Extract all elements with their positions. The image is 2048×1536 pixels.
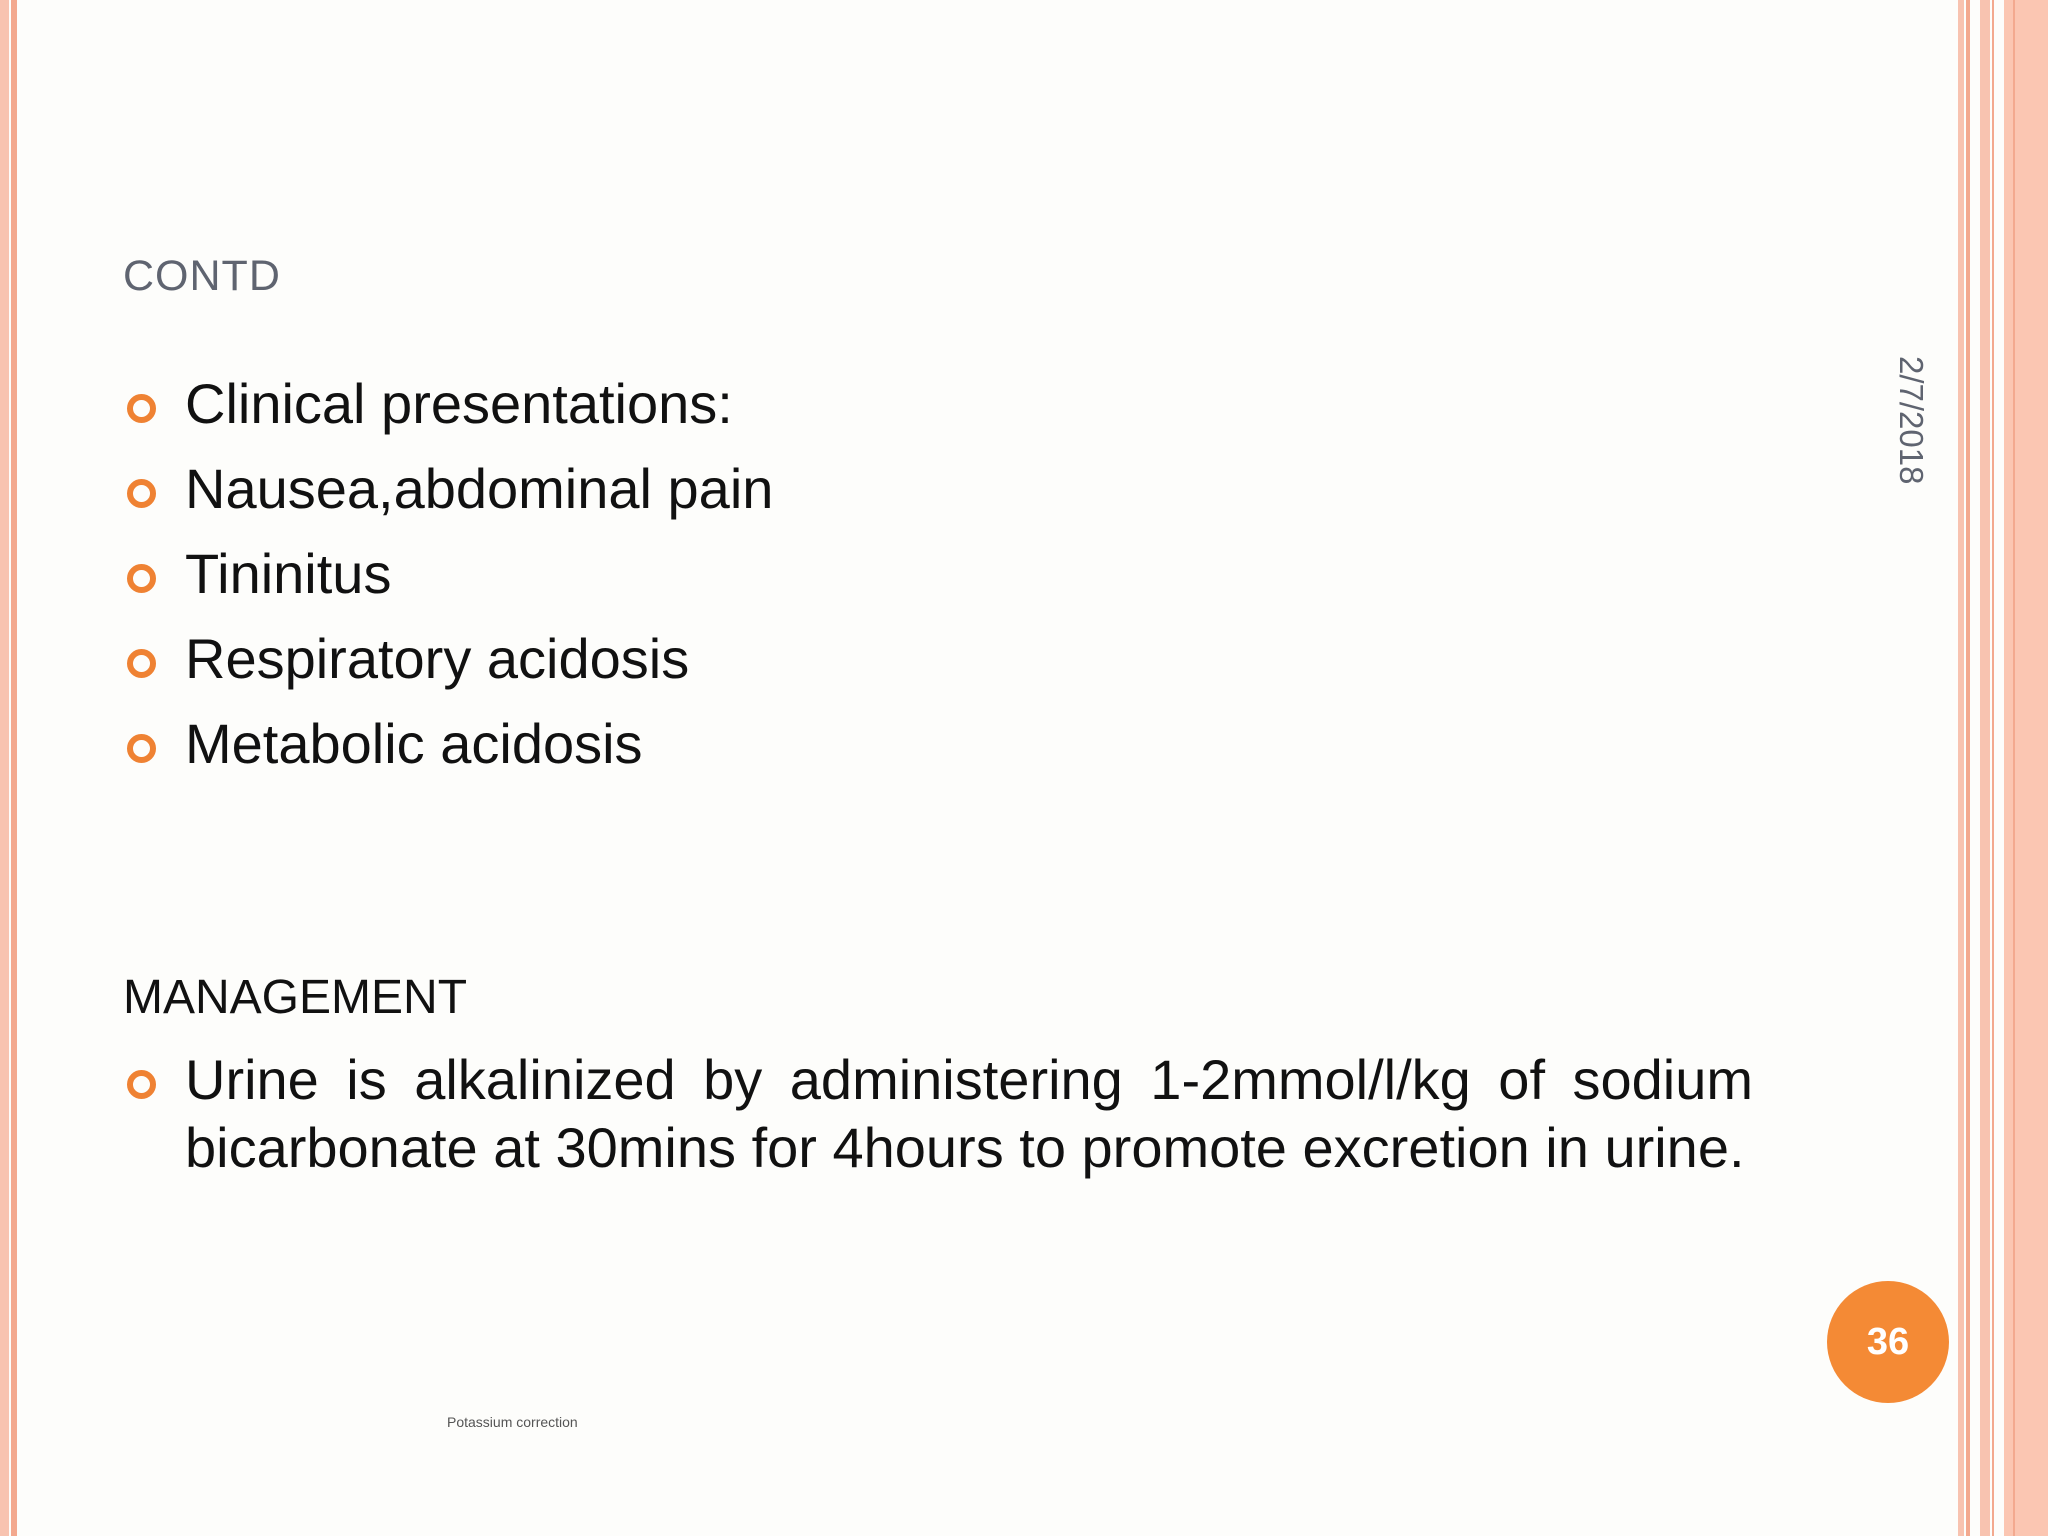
list-item-text: Clinical presentations: bbox=[185, 372, 733, 435]
left-border-stripe bbox=[0, 0, 9, 1536]
right-border-stripe bbox=[1992, 0, 1994, 1536]
bullet-icon bbox=[127, 649, 156, 678]
clinical-presentations-list bbox=[123, 370, 1753, 795]
list-item-text: Tininitus bbox=[185, 542, 392, 605]
bullet-icon bbox=[127, 394, 156, 423]
management-list bbox=[123, 1046, 1753, 1182]
footer-text: Potassium correction bbox=[447, 1414, 578, 1430]
list-item bbox=[123, 625, 1753, 710]
right-border-stripe bbox=[1980, 0, 1990, 1536]
list-item-text: Nausea,abdominal pain bbox=[185, 457, 774, 520]
bullet-icon bbox=[127, 479, 156, 508]
list-item-text: Respiratory acidosis bbox=[185, 627, 690, 690]
left-border-stripe bbox=[11, 0, 17, 1536]
right-border-stripe bbox=[1958, 0, 1964, 1536]
bullet-icon bbox=[127, 734, 156, 763]
list-item-text: Metabolic acidosis bbox=[185, 712, 643, 775]
list-item bbox=[123, 710, 1753, 795]
management-heading: MANAGEMENT bbox=[123, 971, 468, 1024]
list-item bbox=[123, 370, 1753, 455]
bullet-icon bbox=[127, 1070, 156, 1099]
slide-title: CONTD bbox=[123, 252, 281, 300]
list-item bbox=[123, 1046, 1753, 1182]
bullet-icon bbox=[127, 564, 156, 593]
slide-date: 2/7/2018 bbox=[1893, 356, 1930, 485]
right-border-stripe bbox=[1966, 0, 1970, 1536]
right-border-stripe bbox=[2004, 0, 2048, 1536]
page-number: 36 bbox=[1866, 1320, 1910, 1363]
list-item bbox=[123, 455, 1753, 540]
list-item bbox=[123, 540, 1753, 625]
page-number-badge bbox=[1827, 1281, 1949, 1403]
list-item-text: Urine is alkalinized by administering 1-2mmol/l/kg of sodium bicarbonate at 30mins for 4hours to promote excretion in urine. bbox=[185, 1048, 1753, 1179]
right-border-stripe bbox=[2013, 0, 2015, 1536]
